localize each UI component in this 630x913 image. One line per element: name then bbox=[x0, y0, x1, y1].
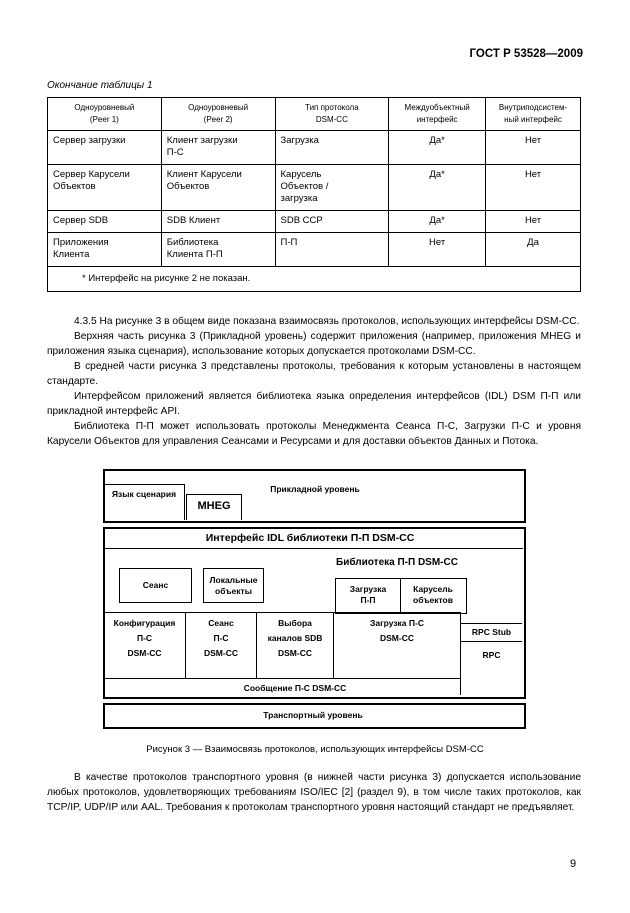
table-row bbox=[48, 211, 581, 233]
script-language-label: Язык сценария bbox=[111, 489, 177, 499]
figure-caption: Рисунок 3 — Взаимосвязь протоколов, использующих интерфейсы DSM-CC bbox=[146, 744, 484, 755]
session-label: Сеанс bbox=[142, 580, 169, 590]
col-header-intrasubsystem: Внутриподсистем- ный интерфейс bbox=[486, 98, 581, 131]
standard-header: ГОСТ Р 53528—2009 bbox=[469, 48, 583, 60]
table-cell: Клиент загрузки П-С bbox=[161, 131, 275, 165]
local-objects-label: Локальные объекты bbox=[209, 575, 258, 596]
table-cell: Да* bbox=[389, 131, 486, 165]
table-cell: Да* bbox=[389, 165, 486, 211]
col-header-peer1: Одноуровневый (Peer 1) bbox=[48, 98, 162, 131]
idl-divider bbox=[104, 548, 523, 549]
col-header-peer2: Одноуровневый (Peer 2) bbox=[161, 98, 275, 131]
download-uu-label: Загрузка П-П bbox=[349, 584, 387, 605]
table-cell: Карусель Объектов / загрузка bbox=[275, 165, 389, 211]
table-cell: Да bbox=[486, 233, 581, 267]
download-un-label: Загрузка П-С DSM-CC bbox=[370, 618, 424, 643]
table-row bbox=[48, 165, 581, 211]
table-cell: Библиотека Клиента П-П bbox=[161, 233, 275, 267]
paragraph: В средней части рисунка 3 представлены протоколы, требования к которым установлены в настоящем стандарте. bbox=[47, 361, 581, 387]
rpc-top-line bbox=[461, 623, 522, 624]
table-cell: Клиент Карусели Объектов bbox=[161, 165, 275, 211]
table-footnote: * Интерфейс на рисунке 2 не показан. bbox=[48, 267, 581, 292]
paragraph: Верхняя часть рисунка 3 (Прикладной уровень) содержит приложения (например, приложения MHEG и приложения языка сценария), использование которых допускается протоколами DSM-CC. bbox=[47, 331, 581, 357]
session-un-label: Сеанс П-С DSM-CC bbox=[204, 618, 238, 658]
application-layer-label: Прикладной уровень bbox=[270, 484, 360, 494]
table-cell: Сервер загрузки bbox=[48, 131, 162, 165]
uu-library-label: Библиотека П-П DSM-CC bbox=[336, 557, 458, 568]
configuration-label: Конфигурация П-С DSM-CC bbox=[113, 618, 176, 658]
protocol-table bbox=[47, 97, 581, 292]
col-header-protocol-type: Тип протокола DSM-CC bbox=[275, 98, 389, 131]
body-text-bottom bbox=[47, 770, 581, 815]
page-number: 9 bbox=[570, 858, 577, 870]
table-cell: Сервер SDB bbox=[48, 211, 162, 233]
mheg-label: MHEG bbox=[197, 500, 231, 512]
paragraph: Интерфейсом приложений является библиотека языка определения интерфейсов (IDL) DSM П-П или прикладной интерфейс API. bbox=[47, 391, 581, 417]
un-message-label: Сообщение П-С DSM-CC bbox=[243, 683, 347, 693]
message-line bbox=[104, 678, 460, 679]
table-header-row bbox=[48, 98, 581, 131]
paragraph: В качестве протоколов транспортного уровня (в нижней части рисунка 3) допускается использование любых протоколов, удовлетворяющих требованиям ISO/IEC [2] (раздел 9), в том числе таких протоколов, как TCP/IP, UDP/IP или AAL. Требования к протоколам транспортного уровня настоящий стандарт не предъявляет. bbox=[47, 772, 581, 813]
table-cell: Нет bbox=[486, 165, 581, 211]
table-cell: Сервер Карусели Объектов bbox=[48, 165, 162, 211]
table-cell: SDB CCP bbox=[275, 211, 389, 233]
table-cell: Да* bbox=[389, 211, 486, 233]
col-header-interobject: Междуобъектный интерфейс bbox=[389, 98, 486, 131]
table-cell: П-П bbox=[275, 233, 389, 267]
idl-interface-label: Интерфейс IDL библиотеки П-П DSM-CC bbox=[205, 532, 415, 544]
rpc-divider bbox=[461, 641, 522, 642]
paragraph: Библиотека П-П может использовать протоколы Менеджмента Сеанса П-С, Загрузки П-С и уровня Карусели Объектов для управления Сеансами и Ресурсами и для доставки объектов Данных и Потока. bbox=[47, 421, 581, 447]
table-caption: Окончание таблицы 1 bbox=[47, 80, 153, 91]
table-cell: Загрузка bbox=[275, 131, 389, 165]
protocol-row-top-line bbox=[104, 612, 460, 613]
body-text-top bbox=[47, 314, 581, 449]
table-cell: Нет bbox=[486, 211, 581, 233]
sdb-channel-label: Выбора каналов SDB DSM-CC bbox=[267, 618, 323, 658]
table-row bbox=[48, 131, 581, 165]
paragraph: 4.3.5 На рисунке 3 в общем виде показана взаимосвязь протоколов, использующих интерфейсы DSM-CC. bbox=[74, 316, 580, 327]
table-row bbox=[48, 233, 581, 267]
table-cell: Приложения Клиента bbox=[48, 233, 162, 267]
table-cell: SDB Клиент bbox=[161, 211, 275, 233]
rpc-stub-label: RPC Stub bbox=[471, 627, 512, 637]
rpc-label: RPC bbox=[482, 650, 501, 660]
table-cell: Нет bbox=[486, 131, 581, 165]
table-cell: Нет bbox=[389, 233, 486, 267]
transport-layer-label: Транспортный уровень bbox=[263, 710, 363, 720]
table-footnote-row bbox=[48, 267, 581, 292]
object-carousel-label: Карусель объектов bbox=[413, 584, 453, 605]
